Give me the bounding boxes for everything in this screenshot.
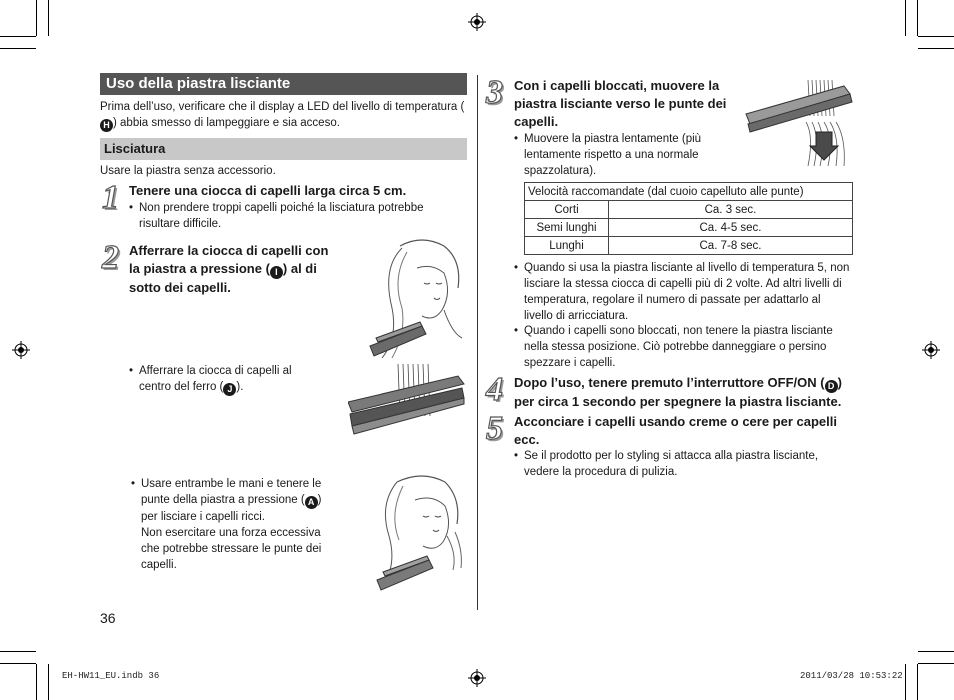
step-title: Acconciare i capelli usando creme o cere per capelli ecc. — [514, 414, 837, 447]
illustration-curly-hair — [367, 474, 467, 592]
step-title: Con i capelli bloccati, muovere la piastra lisciante verso le punte dei capelli. — [514, 78, 727, 129]
crop-mark — [918, 48, 954, 49]
table-cell: Corti — [525, 201, 609, 219]
crop-mark — [0, 651, 36, 652]
page-number: 36 — [100, 610, 116, 626]
bullet-item: • Quando si usa la piastra lisciante al livello di temperatura 5, non lisciare la stessa ciocca di capelli più di 2 volte. Ad altri livelli di temperatura, regolare il numero di passate per adattarlo al livello di arricciatura. — [514, 262, 850, 322]
registration-mark-icon — [922, 341, 940, 359]
bullet-item: • Non prendere troppi capelli poiché la lisciatura potrebbe risultare difficile. — [129, 202, 424, 230]
crop-mark — [918, 663, 954, 664]
table-cell: Ca. 3 sec. — [609, 201, 853, 219]
step-number: 4 — [486, 371, 503, 408]
illustration-hair-clamp — [362, 238, 466, 358]
badge-d-icon: D — [825, 380, 838, 393]
speed-table — [524, 182, 853, 255]
step-number: 5 — [486, 410, 503, 447]
step-title: Afferrare la ciocca di capelli con la piastra a pressione ( I ) al di sotto dei capelli. — [129, 243, 329, 295]
crop-mark — [917, 0, 918, 36]
footer-date: 2011/03/28 10:53:22 — [800, 671, 903, 681]
badge-i-icon: I — [270, 266, 283, 279]
step-number: 2 — [102, 239, 119, 276]
table-cell: Ca. 7-8 sec. — [609, 237, 853, 255]
registration-mark-icon — [468, 13, 486, 31]
bullet-item: • Quando i capelli sono bloccati, non tenere la piastra lisciante nella stessa posizione. Ciò potrebbe danneggiare o persino spezzare i capelli. — [514, 325, 833, 369]
subsection-title: Lisciatura — [100, 138, 467, 160]
crop-mark — [0, 663, 36, 664]
illustration-iron-center — [348, 362, 466, 438]
registration-mark-icon — [468, 669, 486, 687]
subsection-note: Usare la piastra senza accessorio. — [100, 165, 276, 177]
bullet-item: • Usare entrambe le mani e tenere le punte della piastra a pressione ( A ) per lisciare i capelli ricci. Non esercitare una forza eccessiva che potrebbe stressare le punte dei capelli. — [131, 478, 322, 571]
intro-text: Prima dell’uso, verificare che il display a LED del livello di temperatura (H ) abbia smesso di lampeggiare e sia acceso. — [100, 101, 465, 130]
footer-file: EH-HW11_EU.indb 36 — [62, 671, 160, 681]
table-header: Velocità raccomandate (dal cuoio capelluto alle punte) — [525, 183, 853, 201]
crop-mark — [905, 0, 906, 36]
bullet-item: • Se il prodotto per lo styling si attacca alla piastra lisciante, vedere la procedura di pulizia. — [514, 450, 819, 478]
table-cell: Lunghi — [525, 237, 609, 255]
crop-mark — [918, 651, 954, 652]
illustration-iron-move — [744, 76, 854, 168]
registration-mark-icon — [12, 341, 30, 359]
table-cell: Ca. 4-5 sec. — [609, 219, 853, 237]
table-row — [525, 237, 853, 255]
table-row — [525, 219, 853, 237]
step-number: 1 — [102, 179, 119, 216]
badge-a-icon: A — [305, 496, 318, 509]
step-number: 3 — [486, 74, 503, 111]
bullet-item: • Afferrare la ciocca di capelli al centro del ferro ( J ). — [129, 365, 292, 394]
crop-mark — [36, 664, 37, 700]
badge-h-icon: H — [100, 119, 113, 132]
crop-mark — [905, 664, 906, 700]
crop-mark — [917, 664, 918, 700]
crop-mark — [48, 0, 49, 36]
table-header-row — [525, 183, 853, 201]
column-divider — [477, 75, 478, 610]
step-title: Tenere una ciocca di capelli larga circa 5 cm. — [129, 183, 407, 198]
step-title: Dopo l’uso, tenere premuto l’interruttore OFF/ON ( D ) per circa 1 secondo per spegnere la piastra lisciante. — [514, 375, 842, 409]
crop-mark — [0, 36, 36, 37]
badge-j-icon: J — [223, 383, 236, 396]
section-title: Uso della piastra lisciante — [100, 73, 467, 95]
table-cell: Semi lunghi — [525, 219, 609, 237]
crop-mark — [48, 664, 49, 700]
table-row — [525, 201, 853, 219]
crop-mark — [918, 36, 954, 37]
crop-mark — [0, 48, 36, 49]
crop-mark — [36, 0, 37, 36]
bullet-item: • Muovere la piastra lentamente (più lentamente rispetto a una normale spazzolatura). — [514, 133, 702, 177]
